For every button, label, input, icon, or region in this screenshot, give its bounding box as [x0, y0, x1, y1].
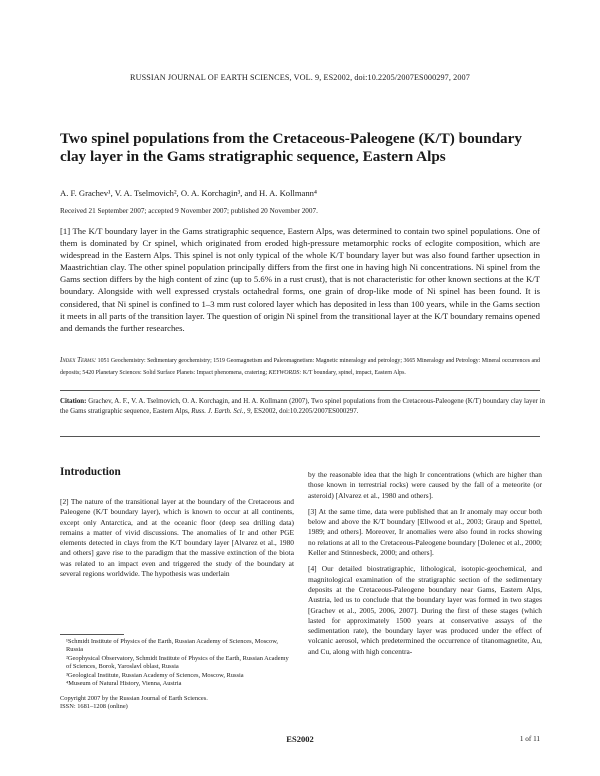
section-title-introduction: Introduction [60, 466, 121, 478]
running-head: RUSSIAN JOURNAL OF EARTH SCIENCES, VOL. 9, ES2002, doi:10.2205/2007ES000297, 2007 [130, 73, 470, 82]
paragraph-3: [3] At the same time, data were published that an Ir anomaly may occur both below and above the K/T boundary [Ellwood et al., 2003; Graup and Spettel, 1989; and others]. Moreover, Ir anomalies were also found in rocks showing no relations at all to the Cretaceous-Paleogene boundary [Dolenec et al., 2000; Keller and Stinnesbeck, 2000; and others]. [308, 506, 542, 558]
index-terms [60, 354, 540, 379]
keywords-label: KEYWORDS: [268, 370, 302, 377]
citation-journal: Russ. J. Earth. Sci., 9, [191, 408, 253, 416]
footnotes [60, 638, 294, 688]
keywords-text: K/T boundary, spinel, impact, Eastern Alps. [302, 370, 406, 377]
paper-title: Two spinel populations from the Cretaceous-Paleogene (K/T) boundary clay layer in the Gams stratigraphic sequence, Eastern Alps [60, 130, 522, 165]
copyright-block [60, 695, 294, 712]
citation-text: Grachev, A. F., V. A. Tselmovich, O. A. Korchagin, and H. A. Kollmann (2007), Two spinel populations from the Cretaceous-Paleogene (K/T) boundary clay layer in the Gams stratigraphic sequence, Eastern Alps, [60, 398, 545, 416]
author-list: A. F. Grachev¹, V. A. Tselmovich², O. A. Korchagin³, and H. A. Kollmann⁴ [60, 188, 317, 198]
citation-label: Citation: [60, 398, 87, 405]
footer-article-id: ES2002 [286, 734, 314, 744]
copyright-notice: Copyright 2007 by the Russian Journal of Earth Sciences. [60, 695, 208, 702]
abstract: [1] The K/T boundary layer in the Gams stratigraphic sequence, Eastern Alps, was determined to contain two spinel populations. One of them is dominated by Cr spinel, which originated from eroded high-pressure metamorphic rocks of eclogite composition, which are widespread in the Eastern Alps. This spinel is not only typical of the whole K/T boundary layer but was also found farther upsection in Maastrichtian clay. The other spinel population principally differs from the first one in having high Ni concentrations. Ni spinel from the Gams section differs by the high content of zinc (up to 5.6% in a rust crust), that is not characteristic for other known sections at the K/T boundary. Alongside with well expressed crystals octahedral forms, one grain of drop-like mode of Ni spinel has been found. It is considered, that Ni spinel is confined to 1–3 mm rust colored layer which has deposited in less than 100 years, while in the Gams section it meets in all parts of the transition layer. The question of origin Ni spinel from the transitional layer at the K/T boundary remains opened and demands the further researches. [60, 226, 540, 333]
citation-top-rule [60, 390, 540, 391]
footnote-2: ²Geophysical Observatory, Schmidt Institute of Physics of the Earth, Russian Academy of Sciences, Borok, Yaroslavl oblast, Russia [66, 654, 289, 671]
paragraph-2: [2] The nature of the transitional layer at the boundary of the Cretaceous and Paleogene (K/T boundary layer), which is known to occur at all continents, except only Antarctica, and at the oceanic floor (deep sea drilling data) remains a matter of vivid discussions. The anomalies of Ir and other PGE elements detected in clays from the K/T boundary layer [Alvarez et al., 1980 and others] gave rise to the paradigm that the massive extinction of the biota was related to an impact even and triggered the study of the boundary at several regions worldwide. The hypothesis was underlain [60, 497, 294, 579]
citation-bottom-rule [60, 436, 540, 437]
citation-block [60, 397, 545, 418]
citation-doi: ES2002, doi:10.2205/2007ES000297. [253, 408, 359, 416]
paragraph-4: [4] Our detailed biostratigraphic, lithological, isotopic-geochemical, and magnitological examination of the stratigraphic section of the sedimentary deposits at the Cretaceous-Paleogene boundary near Gams, Eastern Alps, Austria, led us to conclude that the boundary layer was formed in two stages [Grachev et al., 2005, 2006, 2007]. During the first of these stages (which lasted for approximately 1500 years at conservative assays of the sedimentation rate), the boundary layer was produced under the effect of volcanic aerosol, which predetermined the occurrence of titanomagnetite, Au, and Cu, along with high concentra- [308, 564, 542, 656]
left-column [60, 497, 294, 579]
footnote-3: ³Geological Institute, Russian Academy of Sciences, Moscow, Russia [66, 671, 244, 679]
footnote-rule [60, 634, 124, 635]
footer-page-number: 1 of 11 [519, 735, 540, 743]
publication-dates: Received 21 September 2007; accepted 9 November 2007; published 20 November 2007. [60, 207, 318, 215]
index-terms-label: Index Terms: [60, 356, 97, 364]
paragraph-2-continued: by the reasonable idea that the high Ir concentrations (which are higher than those known in terrestrial rocks) were caused by the fall of a meteorite (or asteroid) [Alvarez et al., 1980 and others]. [308, 470, 542, 500]
right-column [308, 470, 542, 657]
footnote-4: ⁴Museum of Natural History, Vienna, Austria [66, 680, 182, 688]
index-terms-text: 1051 Geochemistry: Sedimentary geochemistry; 1519 Geomagnetism and Paleomagnetism: Magnetic mineralogy and petrology; 3665 Mineralogy and Petrology: Mineral occurrences and deposits; 5420 Planetary Sciences: Solid Surface Planets: Impact phenomena, cratering; [60, 358, 540, 377]
issn: ISSN: 1681–1208 (online) [60, 703, 128, 711]
footnote-1: ¹Schmidt Institute of Physics of the Earth, Russian Academy of Sciences, Moscow, Russia [66, 638, 279, 654]
